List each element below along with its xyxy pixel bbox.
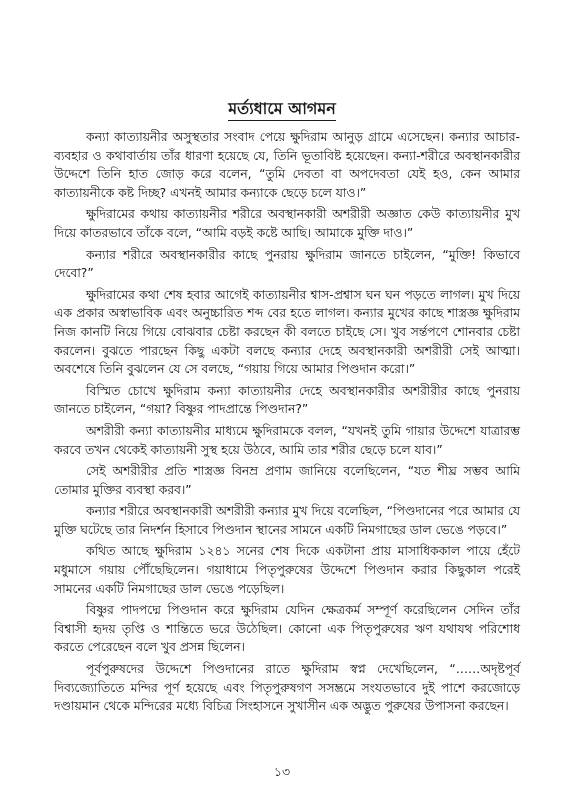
paragraph: ক্ষুদিরামের কথায় কাত্যায়নীর শরীরে অবস্থানকারী অশরীরী অজ্ঞাত কেউ কাত্যায়নীর মুখ দিয়ে কাতরভাবে তাঁকে বলে, “আমি বড়ই কষ্টে আছি। আমাকে মুক্তি দাও।” xyxy=(54,207,520,240)
paragraph: কথিত আছে ক্ষুদিরাম ১২৪১ সনের শেষ দিকে একটানা প্রায় মাসাধিককাল পায়ে হেঁটে মধুমাসে গয়ায় পৌঁছেছিলেন। গয়াধামে পিতৃপুরুষের উদ্দেশে পিণ্ডদান করার কিছুকাল পরেই সামনের একটি নিমগাছের ডাল ভেঙে পড়েছিল। xyxy=(54,544,520,596)
paragraph: পূর্বপুরুষদের উদ্দেশে পিণ্ডদানের রাতে ক্ষুদিরাম স্বপ্ন দেখেছিলেন, “……অদৃষ্টপূর্ব দিব্যজ্যোতিতে মন্দির পূর্ণ হয়েছে এবং পিতৃপুরুষগণ সসম্ভ্রমে সংযতভাবে দুই পাশে করজোড়ে দণ্ডায়মান থেকে মন্দিরের মধ্যে বিচিত্র সিংহাসনে সুখাসীন এক অদ্ভুত পুরুষের উপাসনা করছেন। xyxy=(54,662,520,714)
paragraph: কন্যার শরীরে অবস্থানকারী অশরীরী কন্যার মুখ দিয়ে বলেছিল, “পিণ্ডদানের পরে আমার যে মুক্তি ঘটেছে তার নিদর্শন হিসাবে পিণ্ডদান স্থানের সামনে একটি নিমগাছের ডাল ভেঙে পড়বে।” xyxy=(54,504,520,537)
paragraph: কন্যার শরীরে অবস্থানকারীর কাছে পুনরায় ক্ষুদিরাম জানতে চাইলেন, “মুক্তি! কিভাবে দেবো?” xyxy=(54,247,520,281)
page-number: ১৩ xyxy=(273,764,291,779)
chapter-title: মর্ত্যধামে আগমন xyxy=(0,96,564,123)
paragraph: সেই অশরীরীর প্রতি শাস্ত্রজ্ঞ বিনম্র প্রণাম জানিয়ে বলেছিলেন, “যত শীঘ্র সম্ভব আমি তোমার মুক্তির ব্যবস্থা করব।” xyxy=(54,464,520,497)
paragraph: অশরীরী কন্যা কাত্যায়নীর মাধ্যমে ক্ষুদিরামকে বলল, “যখনই তুমি গায়ার উদ্দেশে যাত্রারম্ভ করবে তখন থেকেই কাত্যায়নী সুস্থ হয়ে উঠবে, আমি তার শরীর ছেড়ে চলে যাব।” xyxy=(54,423,520,457)
paragraph: ক্ষুদিরামের কথা শেষ হবার আগেই কাত্যায়নীর শ্বাস-প্রশ্বাস ঘন ঘন পড়তে লাগল। মুখ দিয়ে এক প্রকার অস্বাভাবিক এবং অনুচ্চারিত শব্দ বের হতে লাগল। কন্যার মুখের কাছে শাস্ত্রজ্ঞ ক্ষুদিরাম নিজ কানটি নিয়ে গিয়ে বোঝবার চেষ্টা করছেন কী বলতে চাইছে সে। খুব সর্ন্তপণে শোনবার চেষ্টা করলেন। বুঝতে পারছেন কিছু একটা বলছে কন্যার দেহে অবস্থানকারী অশরীরী সেই আত্মা। অবশেষে তিনি বুঝলেন যে সে বলছে, “গয়ায় গিয়ে আমার পিণ্ডদান করো।” xyxy=(54,287,520,377)
paragraph: বিষ্ণুর পাদপদ্মে পিণ্ডদান করে ক্ষুদিরাম যেদিন ক্ষেত্রকর্ম সম্পূর্ণ করেছিলেন সেদিন তাঁর বিশ্বাসী হৃদয় তৃপ্তি ও শান্তিতে ভরে উঠেছিল। কোনো এক পিতৃপুরুষের ঋণ যথাযথ পরিশোধ করতে পেরেছেন বলে খুব প্রসন্ন ছিলেন। xyxy=(54,603,520,655)
paragraph: বিস্মিত চোখে ক্ষুদিরাম কন্যা কাত্যায়নীর দেহে অবস্থানকারীর অশরীরীর কাছে পুনরায় জানতে চাইলেন, “গয়া? বিষ্ণুর পাদপ্রান্তে পিণ্ডদান?” xyxy=(54,383,520,417)
paragraph: কন্যা কাত্যায়নীর অসুস্থতার সংবাদ পেয়ে ক্ষুদিরাম আনুড় গ্রামে এসেছেন। কন্যার আচার-ব্যবহার ও কথাবার্তায় তাঁর ধারণা হয়েছে যে, তিনি ভূতাবিষ্ট হয়েছেন। কন্যা-শরীরে অবস্থানকারীর উদ্দেশে তিনি হাত জোড় করে বলেন, “তুমি দেবতা বা অপদেবতা যেই হও, কেন আমার কাত্যায়নীকে কষ্ট দিচ্ছ? এখনই আমার কন্যাকে ছেড়ে চলে যাও।” xyxy=(54,130,520,200)
body-text xyxy=(54,128,520,719)
